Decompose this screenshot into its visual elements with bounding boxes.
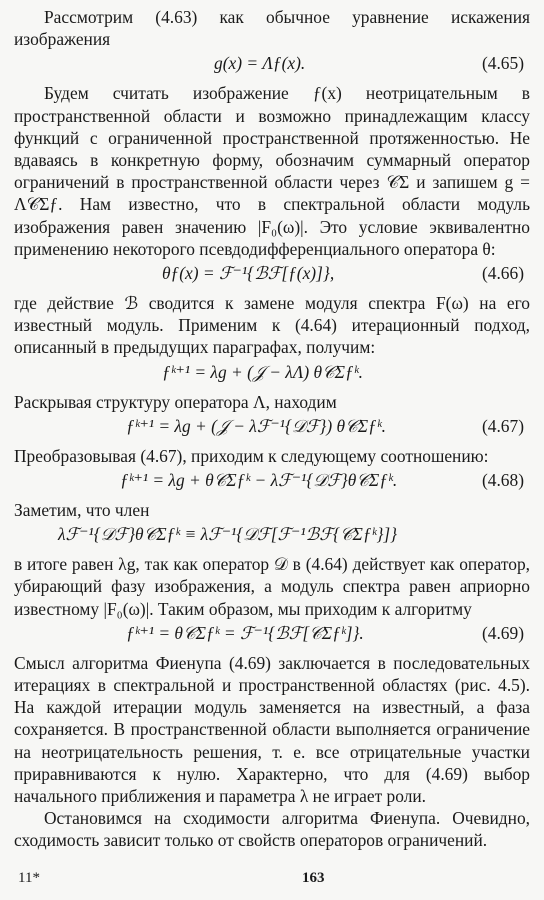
equation-iteration — [14, 361, 530, 387]
equation-4-65 — [14, 52, 530, 78]
paragraph-9: Остановимся на сходимости алгоритма Фиенупа. Очевидно, сходимость зависит только от свойств операторов ограничений. — [14, 808, 530, 851]
equation-4-66-formula: θƒ(x) = ℱ⁻¹{ℬℱ[ƒ(x)]}, — [162, 263, 335, 284]
paragraph-8: Смысл алгоритма Фиенупа (4.69) заключается в последовательных итерациях в спектральной и пространственной областях (рис. 4.5). На каждой итерации модуль заменяется на известный, а фаза сохраняется. В пространственной области выполняется ограничение на неотрицательность решения, т. е. все отрицательные участки приравниваются к нулю. Характерно, что для (4.69) выбор начального приближения и параметра λ не играет роли. — [14, 652, 530, 807]
paragraph-3: где действие ℬ сводится к замене модуля спектра F(ω) на его известный модуль. Применим к (4.64) итерационный подход, описанный в предыдущих параграфах, получим: — [14, 293, 530, 358]
equation-4-66 — [14, 262, 530, 288]
page-number: 163 — [302, 870, 325, 886]
equation-member — [14, 523, 530, 549]
equation-4-68-number: (4.68) — [481, 470, 524, 491]
equation-4-67-formula: ƒᵏ⁺¹ = λg + (𝒥 − λℱ⁻¹{𝒟ℱ}) θ𝒞Σƒᵏ. — [126, 415, 386, 436]
signature-mark: 11* — [18, 870, 40, 886]
equation-iteration-formula: ƒᵏ⁺¹ = λg + (𝒥 − λΛ) θ𝒞Σƒᵏ. — [162, 361, 363, 382]
equation-4-69-formula: ƒᵏ⁺¹ = θ𝒞Σƒᵏ = ℱ⁻¹{ℬℱ[𝒞Σƒᵏ]}. — [126, 622, 364, 643]
equation-member-formula: λℱ⁻¹{𝒟ℱ}θ𝒞Σƒᵏ ≡ λℱ⁻¹{𝒟ℱ[ℱ⁻¹ℬℱ{𝒞Σƒᵏ}]} — [58, 524, 398, 545]
paragraph-2: Будем считать изображение ƒ(x) неотрицательным в пространственной области и возможно принадлежащим классу функций с ограниченной пространственной протяженностью. Не вдаваясь в конкретную форму, обозначим суммарный оператор ограничений в пространственной области через 𝒞Σ и запишем g = Λ𝒞Σƒ. Нам известно, что в спектральной области модуль изображения равен значению |F₀(ω)|. Это условие эквивалентно применению некоторого псевдодифференциального оператора θ: — [14, 83, 530, 259]
equation-4-68-formula: ƒᵏ⁺¹ = λg + θ𝒞Σƒᵏ − λℱ⁻¹{𝒟ℱ}θ𝒞Σƒᵏ. — [120, 470, 398, 491]
equation-4-66-number: (4.66) — [481, 263, 524, 284]
equation-4-69-number: (4.69) — [481, 622, 524, 643]
equation-4-65-number: (4.65) — [481, 53, 524, 74]
paragraph-1: Рассмотрим (4.63) как обычное уравнение искажения изображения — [14, 7, 530, 50]
page-footer — [16, 870, 530, 892]
equation-4-67 — [14, 415, 530, 441]
equation-4-68 — [14, 469, 530, 495]
equation-4-67-number: (4.67) — [481, 415, 524, 436]
equation-4-65-formula: g(x) = Λƒ(x). — [214, 53, 306, 74]
paragraph-4: Раскрывая структуру оператора Λ, находим — [14, 391, 337, 412]
paragraph-6: Заметим, что член — [14, 500, 150, 521]
paragraph-5: Преобразовывая (4.67), приходим к следующему соотношению: — [14, 445, 489, 466]
equation-4-69 — [14, 622, 530, 648]
paragraph-7: в итоге равен λg, так как оператор 𝒟 в (4.64) действует как оператор, убирающий фазу изображения, а модуль спектра равен априорно известному |F₀(ω)|. Таким образом, мы приходим к алгоритму — [14, 554, 530, 619]
